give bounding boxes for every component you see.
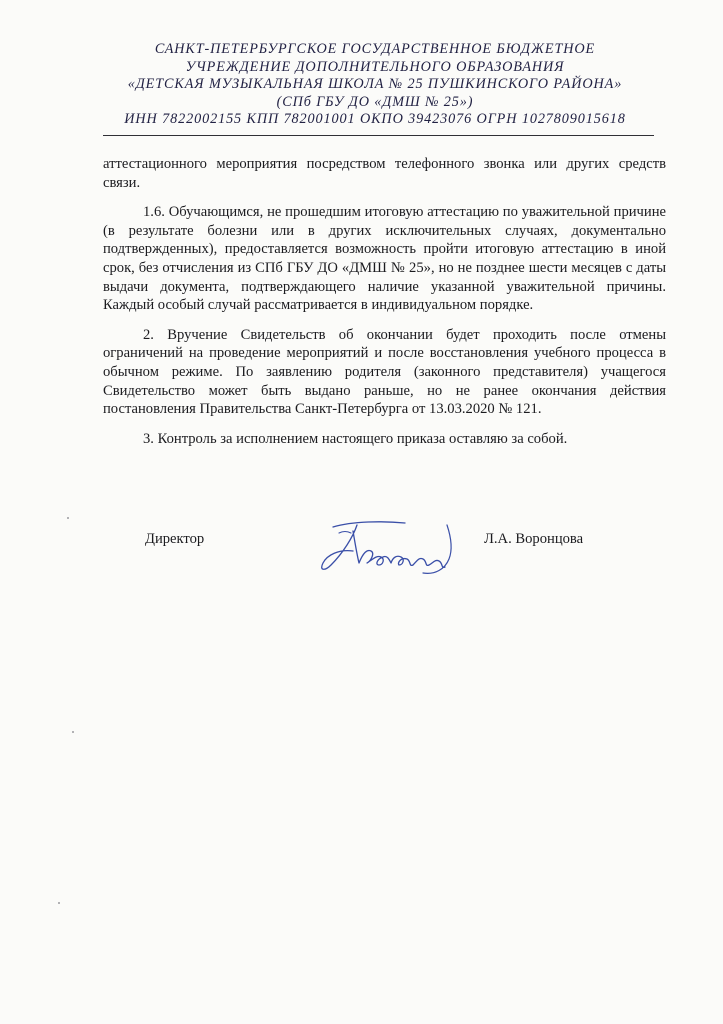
signer-name: Л.А. Воронцова: [484, 531, 584, 547]
paragraph-3: 3. Контроль за исполнением настоящего приказа оставляю за собой.: [143, 430, 568, 447]
scan-speck: [58, 902, 60, 904]
paragraph-continued: аттестационного мероприятия посредством телефонного звонка или других средств связи.: [103, 156, 666, 191]
paragraph-1-6: 1.6. Обучающимся, не прошедшим итоговую аттестацию по уважительной причине (в результате болезни или в других исключительных случаях, документально подтвержденных), предоставляется возможность пройти итоговую аттестацию в иной срок, без отчисления из СПб ГБУ ДО «ДМШ № 25», но не позднее шести месяцев с даты выдачи документа, подтверждающего наличие указанной уважительной причины. Каждый особый случай рассматривается в индивидуальном порядке.: [103, 204, 666, 314]
scan-speck: [72, 731, 74, 733]
letterhead-line-organization-type: САНКТ-ПЕТЕРБУРГСКОЕ ГОСУДАРСТВЕННОЕ БЮДЖЕТНОЕ: [154, 41, 596, 57]
handwritten-signature: [313, 519, 473, 579]
scan-speck: [67, 517, 69, 519]
letterhead-line-short-name: (СПб ГБУ ДО «ДМШ № 25»): [276, 93, 474, 110]
letterhead-divider: [103, 135, 654, 136]
signer-title: Директор: [145, 531, 205, 547]
signature-block: [0, 527, 723, 577]
letterhead: [100, 41, 650, 129]
document-body: [103, 155, 666, 459]
letterhead-line-registration-codes: ИНН 7822002155 КПП 782001001 ОКПО 39423076 ОГРН 1027809015618: [124, 111, 626, 127]
letterhead-line-institution-type: УЧРЕЖДЕНИЕ ДОПОЛНИТЕЛЬНОГО ОБРАЗОВАНИЯ: [185, 58, 565, 75]
letterhead-line-school-name: «ДЕТСКАЯ МУЗЫКАЛЬНАЯ ШКОЛА № 25 ПУШКИНСКОГО РАЙОНА»: [127, 76, 623, 92]
paragraph-2: 2. Вручение Свидетельств об окончании будет проходить после отмены ограничений на проведение мероприятий и после восстановления учебного процесса в обычном режиме. По заявлению родителя (законного представителя) учащегося Свидетельство может быть выдано раньше, но не ранее окончания действия постановления Правительства Санкт-Петербурга от 13.03.2020 № 121.: [103, 326, 666, 418]
